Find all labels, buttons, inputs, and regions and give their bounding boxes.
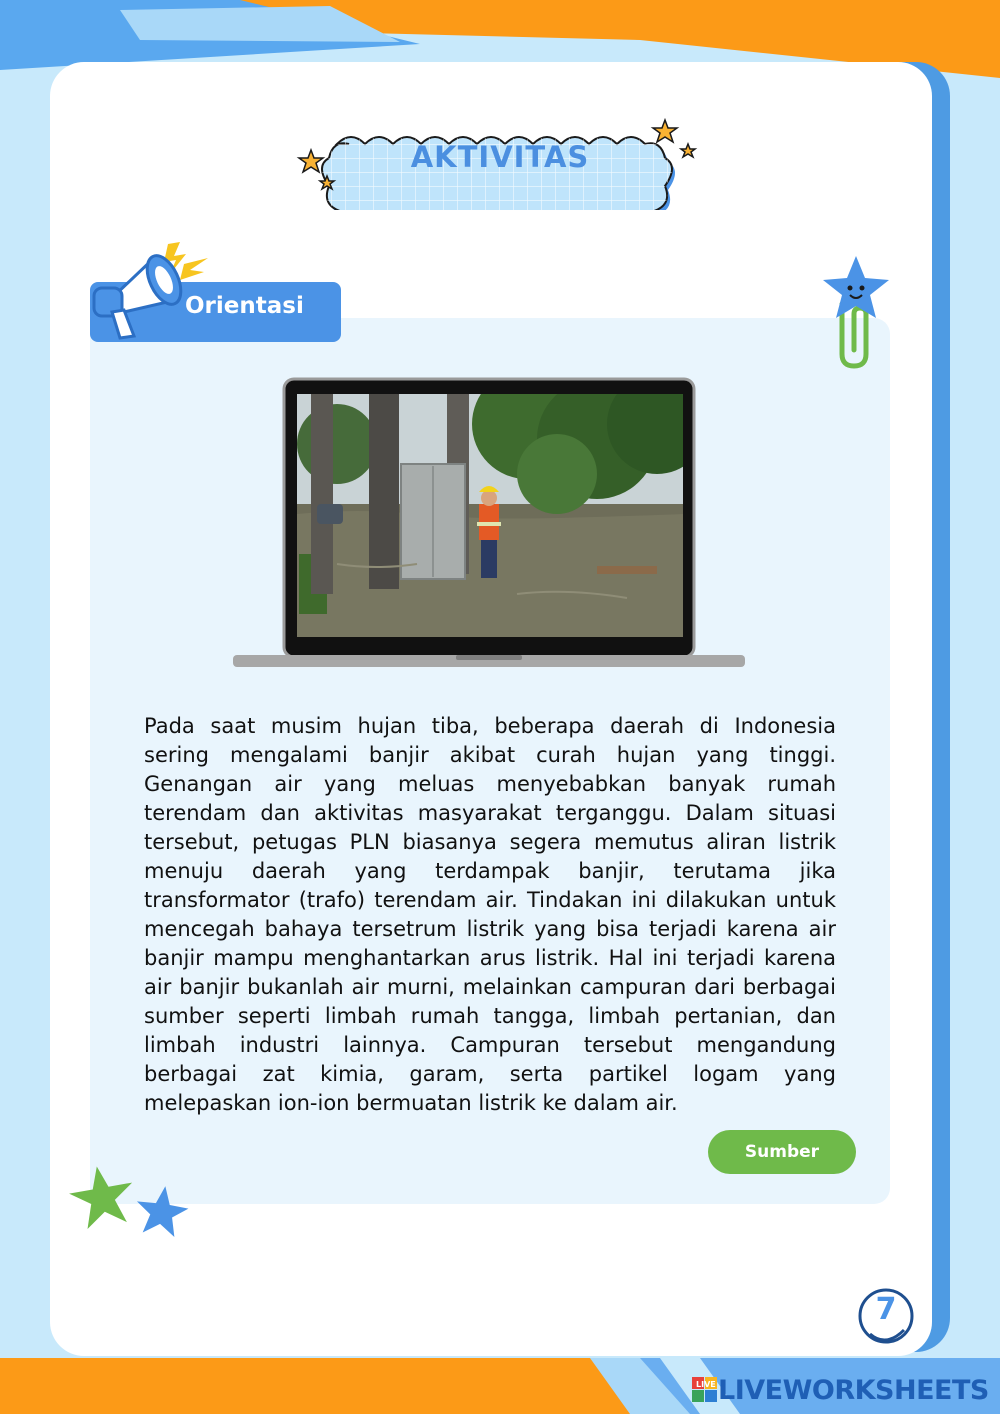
page-number: 7: [875, 1292, 897, 1327]
brand-name[interactable]: LIVEWORKSHEETS: [718, 1374, 989, 1406]
svg-text:LIVE: LIVE: [696, 1380, 716, 1389]
star-paperclip-icon: [818, 254, 898, 374]
megaphone-icon: [84, 236, 214, 346]
section-label: Orientasi: [185, 293, 304, 319]
flood-photo: [297, 394, 683, 637]
flood-photo-illustration: [297, 394, 683, 637]
source-button[interactable]: Sumber: [708, 1130, 856, 1174]
orientation-paragraph: Pada saat musim hujan tiba, beberapa daerah di Indonesia sering mengalami banjir akibat curah hujan yang tinggi. Genangan air yang meluas menyebabkan banyak rumah terendam dan aktivitas masyarakat terganggu. Dalam situasi tersebut, petugas PLN biasanya segera memutus aliran listrik menuju daerah yang terdampak banjir, terutama jika transformator (trafo) terendam air. Tindakan ini dilakukan untuk mencegah bahaya tersetrum listrik yang bisa terjadi karena air banjir mampu menghantarkan arus listrik. Hal ini terjadi karena air banjir bukanlah air murni, melainkan campuran dari berbagai sumber seperti limbah rumah tangga, limbah pertanian, dan limbah industri lainnya. Campuran tersebut mengandung berbagai zat kimia, garam, serta partikel logam yang melepaskan ion-ion bermuatan listrik ke dalam air.: [144, 714, 836, 1115]
liveworksheets-logo-icon: [692, 1377, 718, 1403]
star-icon: [62, 1160, 202, 1250]
page-title: AKTIVITAS: [410, 140, 590, 174]
liveworksheets-logo: [692, 1373, 992, 1407]
